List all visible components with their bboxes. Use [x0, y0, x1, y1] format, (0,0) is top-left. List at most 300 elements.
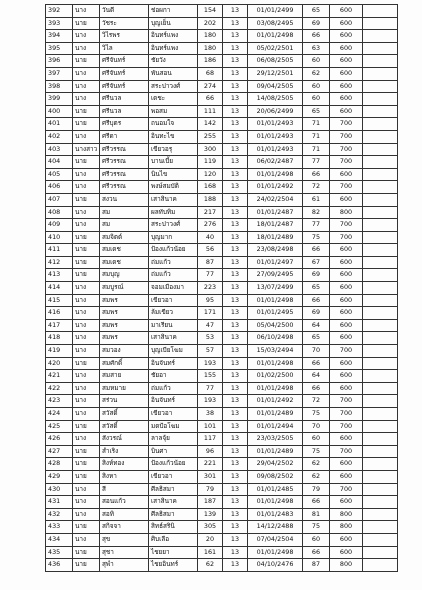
row-number-cell: 400: [46, 105, 73, 118]
age-cell: 64: [303, 370, 330, 383]
village-number-cell: 13: [223, 168, 248, 181]
age-cell: 71: [303, 143, 330, 156]
birth-date-cell: 18/01/2489: [248, 231, 303, 244]
age-cell: 65: [303, 332, 330, 345]
house-number-cell: 202: [198, 17, 223, 30]
village-number-cell: 13: [223, 30, 248, 43]
table-row: [46, 168, 398, 181]
first-name-cell: สมบูรณ์: [100, 282, 149, 295]
remarks-cell: [363, 17, 398, 30]
row-number-cell: 431: [46, 496, 73, 509]
table-row: [46, 319, 398, 332]
village-number-cell: 13: [223, 307, 248, 320]
house-number-cell: 274: [198, 80, 223, 93]
first-name-cell: สี: [100, 483, 149, 496]
village-number-cell: 13: [223, 181, 248, 194]
house-number-cell: 154: [198, 5, 223, 18]
first-name-cell: ศรีนวล: [100, 93, 149, 106]
remarks-cell: [363, 5, 398, 18]
first-name-cell: ศรีวรรณ: [100, 168, 149, 181]
village-number-cell: 13: [223, 93, 248, 106]
age-cell: 66: [303, 357, 330, 370]
first-name-cell: สมวอง: [100, 345, 149, 358]
table-row: [46, 521, 398, 534]
birth-date-cell: 01/01/2498: [248, 294, 303, 307]
allowance-amount-cell: 600: [330, 470, 363, 483]
house-number-cell: 53: [198, 332, 223, 345]
last-name-cell: พันสอน: [149, 67, 198, 80]
birth-date-cell: 14/08/2505: [248, 93, 303, 106]
first-name-cell: สำเริง: [100, 445, 149, 458]
row-number-cell: 420: [46, 357, 73, 370]
age-cell: 69: [303, 307, 330, 320]
first-name-cell: ศรีจันทร์: [100, 55, 149, 68]
birth-date-cell: 01/01/2497: [248, 256, 303, 269]
allowance-amount-cell: 700: [330, 395, 363, 408]
village-number-cell: 13: [223, 294, 248, 307]
remarks-cell: [363, 93, 398, 106]
birth-date-cell: 14/12/2488: [248, 521, 303, 534]
age-cell: 72: [303, 181, 330, 194]
table-row: [46, 219, 398, 232]
name-title-cell: นาง: [73, 181, 100, 194]
row-number-cell: 424: [46, 408, 73, 421]
row-number-cell: 423: [46, 395, 73, 408]
first-name-cell: สม: [100, 219, 149, 232]
first-name-cell: ศรีบุตร: [100, 118, 149, 131]
first-name-cell: ศรีวรรณ: [100, 143, 149, 156]
name-title-cell: นาย: [73, 156, 100, 169]
name-title-cell: นาง: [73, 433, 100, 446]
village-number-cell: 13: [223, 445, 248, 458]
first-name-cell: สมพร: [100, 319, 149, 332]
birth-date-cell: 29/04/2502: [248, 458, 303, 471]
first-name-cell: สวัสดิ์: [100, 420, 149, 433]
age-cell: 61: [303, 193, 330, 206]
remarks-cell: [363, 483, 398, 496]
village-number-cell: 13: [223, 206, 248, 219]
birth-date-cell: 01/01/2498: [248, 357, 303, 370]
house-number-cell: 117: [198, 433, 223, 446]
first-name-cell: สิงหา: [100, 470, 149, 483]
birth-date-cell: 01/01/2499: [248, 5, 303, 18]
table-row: [46, 156, 398, 169]
allowance-amount-cell: 800: [330, 521, 363, 534]
age-cell: 66: [303, 168, 330, 181]
name-title-cell: นาง: [73, 130, 100, 143]
table-row: [46, 496, 398, 509]
table-row: [46, 17, 398, 30]
remarks-cell: [363, 533, 398, 546]
allowance-amount-cell: 600: [330, 269, 363, 282]
row-number-cell: 422: [46, 382, 73, 395]
name-title-cell: นาย: [73, 244, 100, 257]
table-row: [46, 332, 398, 345]
house-number-cell: 79: [198, 483, 223, 496]
last-name-cell: ช่อผกา: [149, 5, 198, 18]
name-title-cell: นาง: [73, 533, 100, 546]
row-number-cell: 421: [46, 370, 73, 383]
name-title-cell: นางสาว: [73, 143, 100, 156]
first-name-cell: สมบุญ: [100, 269, 149, 282]
birth-date-cell: 01/01/2494: [248, 420, 303, 433]
age-cell: 72: [303, 395, 330, 408]
house-number-cell: 96: [198, 445, 223, 458]
age-cell: 66: [303, 30, 330, 43]
house-number-cell: 111: [198, 105, 223, 118]
remarks-cell: [363, 345, 398, 358]
first-name-cell: สอนแก้ว: [100, 496, 149, 509]
house-number-cell: 101: [198, 420, 223, 433]
name-title-cell: นาง: [73, 395, 100, 408]
remarks-cell: [363, 156, 398, 169]
row-number-cell: 433: [46, 521, 73, 534]
row-number-cell: 415: [46, 294, 73, 307]
village-number-cell: 13: [223, 433, 248, 446]
first-name-cell: สมสาย: [100, 370, 149, 383]
row-number-cell: 399: [46, 93, 73, 106]
age-cell: 64: [303, 319, 330, 332]
allowance-amount-cell: 600: [330, 55, 363, 68]
birth-date-cell: 04/10/2476: [248, 559, 303, 572]
village-number-cell: 13: [223, 130, 248, 143]
remarks-cell: [363, 408, 398, 421]
first-name-cell: สิงห์ทอง: [100, 458, 149, 471]
table-row: [46, 470, 398, 483]
remarks-cell: [363, 105, 398, 118]
birth-date-cell: 06/08/2505: [248, 55, 303, 68]
allowance-amount-cell: 600: [330, 546, 363, 559]
age-cell: 69: [303, 269, 330, 282]
remarks-cell: [363, 130, 398, 143]
remarks-cell: [363, 357, 398, 370]
table-row: [46, 181, 398, 194]
table-row: [46, 67, 398, 80]
village-number-cell: 13: [223, 219, 248, 232]
first-name-cell: สมพร: [100, 332, 149, 345]
row-number-cell: 398: [46, 80, 73, 93]
first-name-cell: ศรีจันทร์: [100, 80, 149, 93]
remarks-cell: [363, 269, 398, 282]
row-number-cell: 411: [46, 244, 73, 257]
table-row: [46, 206, 398, 219]
allowance-amount-cell: 700: [330, 118, 363, 131]
remarks-cell: [363, 395, 398, 408]
row-number-cell: 406: [46, 181, 73, 194]
table-row: [46, 55, 398, 68]
village-number-cell: 13: [223, 282, 248, 295]
birth-date-cell: 01/01/2489: [248, 408, 303, 421]
elderly-allowance-roster-table: [45, 4, 398, 572]
last-name-cell: เขียวอา: [149, 408, 198, 421]
name-title-cell: นาง: [73, 382, 100, 395]
last-name-cell: อินจันทร์: [149, 357, 198, 370]
birth-date-cell: 09/04/2505: [248, 80, 303, 93]
birth-date-cell: 23/08/2498: [248, 244, 303, 257]
row-number-cell: 417: [46, 319, 73, 332]
remarks-cell: [363, 445, 398, 458]
remarks-cell: [363, 294, 398, 307]
row-number-cell: 408: [46, 206, 73, 219]
remarks-cell: [363, 496, 398, 509]
remarks-cell: [363, 559, 398, 572]
birth-date-cell: 20/06/2499: [248, 105, 303, 118]
birth-date-cell: 13/07/2499: [248, 282, 303, 295]
allowance-amount-cell: 600: [330, 30, 363, 43]
row-number-cell: 426: [46, 433, 73, 446]
allowance-amount-cell: 600: [330, 80, 363, 93]
age-cell: 75: [303, 231, 330, 244]
row-number-cell: 407: [46, 193, 73, 206]
roster-table-body: [46, 5, 398, 572]
first-name-cell: ศรีวรรณ: [100, 181, 149, 194]
last-name-cell: เดชะ: [149, 93, 198, 106]
house-number-cell: 221: [198, 458, 223, 471]
allowance-amount-cell: 600: [330, 67, 363, 80]
name-title-cell: นาง: [73, 5, 100, 18]
house-number-cell: 255: [198, 130, 223, 143]
first-name-cell: สุชา: [100, 546, 149, 559]
age-cell: 75: [303, 521, 330, 534]
row-number-cell: 405: [46, 168, 73, 181]
page-bottom-margin: [0, 590, 422, 600]
village-number-cell: 13: [223, 269, 248, 282]
village-number-cell: 13: [223, 143, 248, 156]
birth-date-cell: 01/01/2493: [248, 130, 303, 143]
house-number-cell: 180: [198, 42, 223, 55]
house-number-cell: 188: [198, 193, 223, 206]
birth-date-cell: 01/01/2485: [248, 483, 303, 496]
birth-date-cell: 29/12/2501: [248, 67, 303, 80]
name-title-cell: นาง: [73, 93, 100, 106]
remarks-cell: [363, 420, 398, 433]
remarks-cell: [363, 55, 398, 68]
last-name-cell: บุญเย็น: [149, 17, 198, 30]
age-cell: 66: [303, 244, 330, 257]
age-cell: 82: [303, 206, 330, 219]
birth-date-cell: 01/01/2495: [248, 307, 303, 320]
birth-date-cell: 06/02/2487: [248, 156, 303, 169]
table-row: [46, 357, 398, 370]
row-number-cell: 409: [46, 219, 73, 232]
row-number-cell: 396: [46, 55, 73, 68]
remarks-cell: [363, 458, 398, 471]
house-number-cell: 120: [198, 168, 223, 181]
birth-date-cell: 24/02/2504: [248, 193, 303, 206]
house-number-cell: 142: [198, 118, 223, 131]
age-cell: 70: [303, 345, 330, 358]
row-number-cell: 403: [46, 143, 73, 156]
village-number-cell: 13: [223, 17, 248, 30]
remarks-cell: [363, 219, 398, 232]
table-row: [46, 30, 398, 43]
village-number-cell: 13: [223, 408, 248, 421]
name-title-cell: นาง: [73, 370, 100, 383]
row-number-cell: 395: [46, 42, 73, 55]
allowance-amount-cell: 600: [330, 332, 363, 345]
last-name-cell: เสาสินาค: [149, 332, 198, 345]
last-name-cell: นินไข: [149, 168, 198, 181]
age-cell: 77: [303, 219, 330, 232]
first-name-cell: สังวรณ์: [100, 433, 149, 446]
birth-date-cell: 01/01/2498: [248, 382, 303, 395]
last-name-cell: บินศา: [149, 445, 198, 458]
allowance-amount-cell: 600: [330, 5, 363, 18]
row-number-cell: 436: [46, 559, 73, 572]
house-number-cell: 38: [198, 408, 223, 421]
row-number-cell: 418: [46, 332, 73, 345]
last-name-cell: อินทร์แพง: [149, 30, 198, 43]
age-cell: 71: [303, 118, 330, 131]
village-number-cell: 13: [223, 521, 248, 534]
allowance-amount-cell: 700: [330, 143, 363, 156]
birth-date-cell: 07/04/2504: [248, 533, 303, 546]
allowance-amount-cell: 800: [330, 206, 363, 219]
first-name-cell: สมพร: [100, 294, 149, 307]
first-name-cell: สมเดช: [100, 244, 149, 257]
last-name-cell: บานเบี้ย: [149, 156, 198, 169]
house-number-cell: 66: [198, 93, 223, 106]
first-name-cell: สมศักดิ์: [100, 357, 149, 370]
first-name-cell: วันดี: [100, 5, 149, 18]
name-title-cell: นาง: [73, 483, 100, 496]
first-name-cell: สกิจจา: [100, 521, 149, 534]
first-name-cell: สมเดช: [100, 256, 149, 269]
row-number-cell: 435: [46, 546, 73, 559]
name-title-cell: นาง: [73, 30, 100, 43]
village-number-cell: 13: [223, 458, 248, 471]
row-number-cell: 397: [46, 67, 73, 80]
village-number-cell: 13: [223, 382, 248, 395]
village-number-cell: 13: [223, 420, 248, 433]
row-number-cell: 419: [46, 345, 73, 358]
remarks-cell: [363, 508, 398, 521]
age-cell: 70: [303, 420, 330, 433]
table-row: [46, 269, 398, 282]
last-name-cell: ผลทับทิม: [149, 206, 198, 219]
remarks-cell: [363, 67, 398, 80]
table-row: [46, 193, 398, 206]
house-number-cell: 40: [198, 231, 223, 244]
row-number-cell: 413: [46, 269, 73, 282]
table-row: [46, 395, 398, 408]
table-row: [46, 370, 398, 383]
remarks-cell: [363, 470, 398, 483]
remarks-cell: [363, 30, 398, 43]
name-title-cell: นาง: [73, 294, 100, 307]
age-cell: 60: [303, 533, 330, 546]
last-name-cell: อินจันทร์: [149, 395, 198, 408]
village-number-cell: 13: [223, 55, 248, 68]
first-name-cell: สมหมาย: [100, 382, 149, 395]
allowance-amount-cell: 600: [330, 307, 363, 320]
name-title-cell: นาง: [73, 206, 100, 219]
table-row: [46, 143, 398, 156]
first-name-cell: สุข: [100, 533, 149, 546]
village-number-cell: 13: [223, 80, 248, 93]
allowance-amount-cell: 600: [330, 370, 363, 383]
birth-date-cell: 01/01/2489: [248, 445, 303, 458]
first-name-cell: สร่วน: [100, 395, 149, 408]
table-row: [46, 345, 398, 358]
allowance-amount-cell: 700: [330, 181, 363, 194]
house-number-cell: 168: [198, 181, 223, 194]
village-number-cell: 13: [223, 193, 248, 206]
remarks-cell: [363, 256, 398, 269]
age-cell: 67: [303, 256, 330, 269]
first-name-cell: ศรีวรรณ: [100, 156, 149, 169]
last-name-cell: ป้องแก้วน้อย: [149, 458, 198, 471]
name-title-cell: นาง: [73, 496, 100, 509]
house-number-cell: 187: [198, 496, 223, 509]
row-number-cell: 402: [46, 130, 73, 143]
allowance-amount-cell: 800: [330, 508, 363, 521]
first-name-cell: สงวน: [100, 193, 149, 206]
first-name-cell: สมพร: [100, 307, 149, 320]
name-title-cell: นาย: [73, 445, 100, 458]
village-number-cell: 13: [223, 395, 248, 408]
last-name-cell: ถนอมใจ: [149, 118, 198, 131]
remarks-cell: [363, 332, 398, 345]
row-number-cell: 429: [46, 470, 73, 483]
village-number-cell: 13: [223, 5, 248, 18]
table-row: [46, 105, 398, 118]
age-cell: 69: [303, 17, 330, 30]
age-cell: 66: [303, 496, 330, 509]
name-title-cell: นาง: [73, 80, 100, 93]
allowance-amount-cell: 600: [330, 458, 363, 471]
house-number-cell: 301: [198, 470, 223, 483]
allowance-amount-cell: 700: [330, 420, 363, 433]
house-number-cell: 217: [198, 206, 223, 219]
name-title-cell: นาง: [73, 408, 100, 421]
first-name-cell: ศรีจันทร์: [100, 67, 149, 80]
row-number-cell: 432: [46, 508, 73, 521]
last-name-cell: อินทะไข: [149, 130, 198, 143]
row-number-cell: 410: [46, 231, 73, 244]
allowance-amount-cell: 700: [330, 345, 363, 358]
house-number-cell: 47: [198, 319, 223, 332]
allowance-amount-cell: 600: [330, 496, 363, 509]
village-number-cell: 13: [223, 546, 248, 559]
remarks-cell: [363, 433, 398, 446]
allowance-amount-cell: 700: [330, 445, 363, 458]
house-number-cell: 77: [198, 382, 223, 395]
name-title-cell: นาง: [73, 319, 100, 332]
row-number-cell: 401: [46, 118, 73, 131]
first-name-cell: สมจิตต์: [100, 231, 149, 244]
table-row: [46, 118, 398, 131]
last-name-cell: ชัยอา: [149, 370, 198, 383]
last-name-cell: ศิบเลือ: [149, 533, 198, 546]
age-cell: 66: [303, 382, 330, 395]
name-title-cell: นาย: [73, 470, 100, 483]
name-title-cell: นาย: [73, 105, 100, 118]
house-number-cell: 180: [198, 30, 223, 43]
table-row: [46, 433, 398, 446]
remarks-cell: [363, 118, 398, 131]
name-title-cell: นาง: [73, 42, 100, 55]
age-cell: 63: [303, 42, 330, 55]
village-number-cell: 13: [223, 508, 248, 521]
allowance-amount-cell: 700: [330, 130, 363, 143]
remarks-cell: [363, 382, 398, 395]
village-number-cell: 13: [223, 533, 248, 546]
remarks-cell: [363, 244, 398, 257]
table-row: [46, 307, 398, 320]
village-number-cell: 13: [223, 118, 248, 131]
age-cell: 87: [303, 559, 330, 572]
